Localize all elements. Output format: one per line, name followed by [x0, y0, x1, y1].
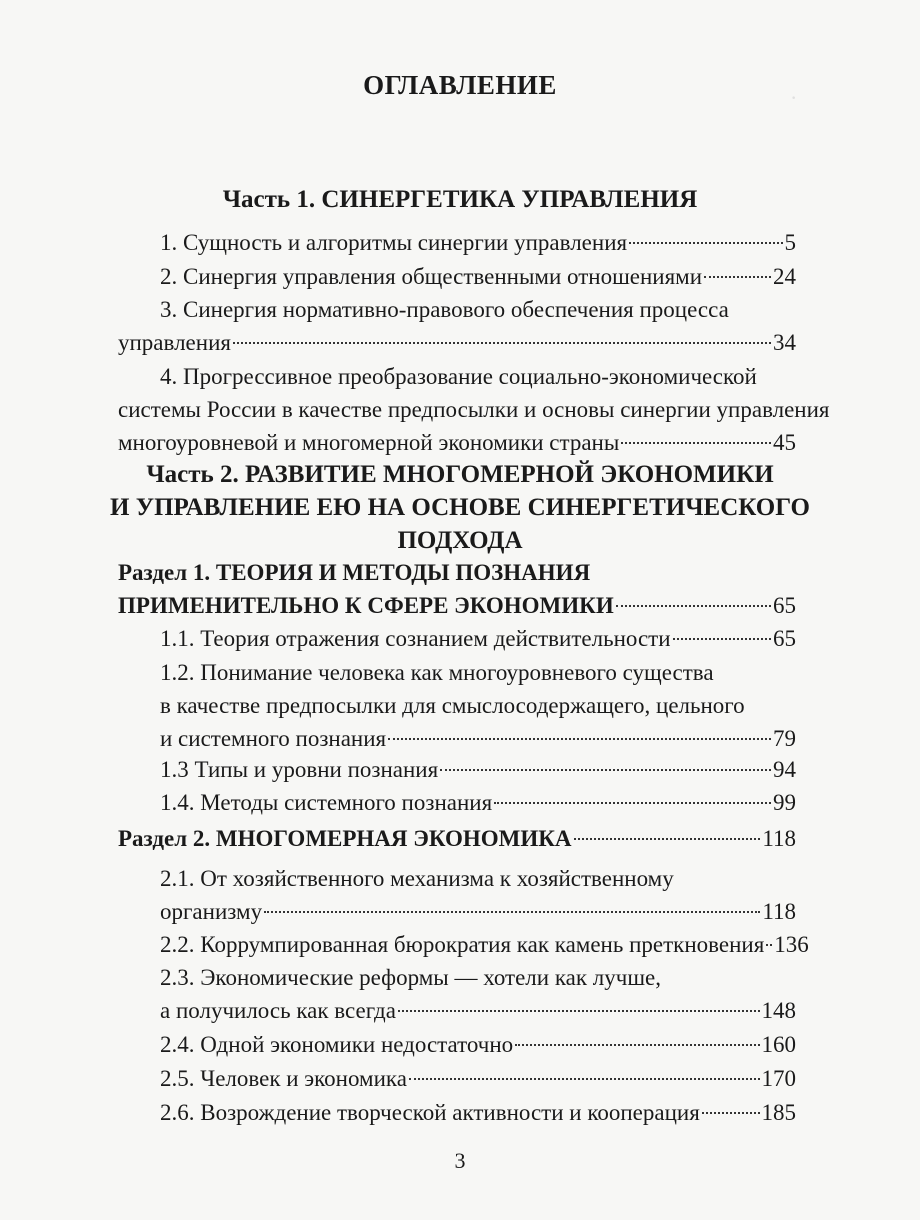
toc-entry[interactable] [160, 622, 796, 655]
page-title: ОГЛАВЛЕНИЕ [363, 70, 557, 100]
entry-title: 2. Синергия управления общественными отношениями [160, 264, 703, 289]
leader-dots [574, 838, 761, 840]
entry-title: 2.6. Возрождение творческой активности и кооперация [160, 1100, 700, 1125]
entry-page: 118 [762, 899, 796, 924]
leader-dots [388, 738, 771, 740]
toc-entry[interactable] [160, 1028, 796, 1061]
entry-page: 5 [784, 230, 796, 255]
leader-dots [440, 769, 771, 771]
entry-page: 160 [761, 1032, 796, 1057]
section-page: 118 [762, 826, 796, 851]
toc-entry[interactable] [160, 961, 796, 1027]
section-title-line: Раздел 1. ТЕОРИЯ И МЕТОДЫ ПОЗНАНИЯ [118, 560, 591, 585]
toc-entry[interactable] [160, 1096, 796, 1129]
section-title: ПРИМЕНИТЕЛЬНО К СФЕРЕ ЭКОНОМИКИ [118, 593, 614, 618]
leader-dots [494, 802, 771, 804]
leader-dots [616, 605, 771, 607]
entry-title: и системного познания [160, 726, 387, 751]
entry-title: управления [118, 330, 231, 355]
leader-dots [673, 638, 771, 640]
entry-page: 185 [761, 1100, 796, 1125]
toc-entry[interactable] [160, 1062, 796, 1095]
leader-dots [621, 442, 771, 444]
entry-title: 1.1. Теория отражения сознанием действительности [160, 626, 671, 651]
page-number: 3 [454, 1148, 466, 1173]
toc-entry[interactable] [160, 862, 796, 928]
entry-title: 1.3 Типы и уровни познания [160, 757, 439, 782]
entry-title: 1.4. Методы системного познания [160, 790, 493, 815]
toc-entry[interactable] [118, 293, 796, 359]
entry-page: 170 [761, 1066, 796, 1091]
toc-entry[interactable] [160, 260, 796, 293]
entry-title-line: 2.3. Экономические реформы — хотели как лучше, [160, 965, 662, 990]
entry-page: 34 [773, 330, 796, 355]
entry-title-line: 3. Синергия нормативно-правового обеспечения процесса [160, 297, 729, 322]
entry-title-line: системы России в качестве предпосылки и основы синергии управления [118, 397, 830, 422]
leader-dots [766, 944, 772, 946]
toc-entry[interactable] [160, 753, 796, 786]
part2-title [0, 458, 920, 557]
entry-page: 99 [773, 790, 796, 815]
entry-page: 79 [773, 726, 796, 751]
section-title: Раздел 2. МНОГОМЕРНАЯ ЭКОНОМИКА [118, 826, 572, 851]
toc-entry[interactable] [160, 928, 809, 961]
entry-title: 2.2. Коррумпированная бюрократия как камень преткновения [160, 932, 765, 957]
entry-title-line: в качестве предпосылки для смыслосодержащего, цельного [160, 693, 745, 718]
part1-title: Часть 1. СИНЕРГЕТИКА УПРАВЛЕНИЯ [222, 186, 698, 213]
entry-title-line: 1.2. Понимание человека как многоуровневого существа [160, 660, 714, 685]
toc-entry[interactable] [118, 360, 830, 459]
entry-title-line: 4. Прогрессивное преобразование социально-экономической [160, 364, 757, 389]
entry-title: а получилось как всегда [160, 998, 396, 1023]
section-page: 65 [773, 593, 796, 618]
toc-entry[interactable] [160, 786, 796, 819]
part2-title-line: И УПРАВЛЕНИЕ ЕЮ НА ОСНОВЕ СИНЕРГЕТИЧЕСКОГО [110, 494, 810, 521]
leader-dots [398, 1010, 760, 1012]
section2-heading[interactable] [118, 822, 796, 855]
bleed-through-mark: · [790, 85, 798, 110]
entry-page: 94 [773, 757, 796, 782]
entry-title: 2.5. Человек и экономика [160, 1066, 407, 1091]
leader-dots [409, 1078, 760, 1080]
entry-title: 1. Сущность и алгоритмы синергии управления [160, 230, 628, 255]
entry-page: 65 [773, 626, 796, 651]
entry-page: 45 [773, 430, 796, 455]
entry-title-line: 2.1. От хозяйственного механизма к хозяйственному [160, 866, 674, 891]
toc-entry[interactable] [160, 226, 796, 259]
entry-page: 24 [773, 264, 796, 289]
leader-dots [702, 1112, 760, 1114]
entry-page: 148 [761, 998, 796, 1023]
entry-title: организму [160, 899, 263, 924]
entry-page: 136 [774, 932, 809, 957]
leader-dots [515, 1044, 759, 1046]
section1-heading[interactable] [118, 556, 796, 622]
entry-title: 2.4. Одной экономики недостаточно [160, 1032, 514, 1057]
leader-dots [233, 342, 771, 344]
part2-title-line: Часть 2. РАЗВИТИЕ МНОГОМЕРНОЙ ЭКОНОМИКИ [146, 461, 774, 488]
toc-entry[interactable] [160, 656, 796, 755]
leader-dots [629, 242, 782, 244]
part2-title-line: ПОДХОДА [397, 527, 523, 554]
leader-dots [264, 911, 760, 913]
entry-title: многоуровневой и многомерной экономики страны [118, 430, 620, 455]
leader-dots [704, 276, 771, 278]
